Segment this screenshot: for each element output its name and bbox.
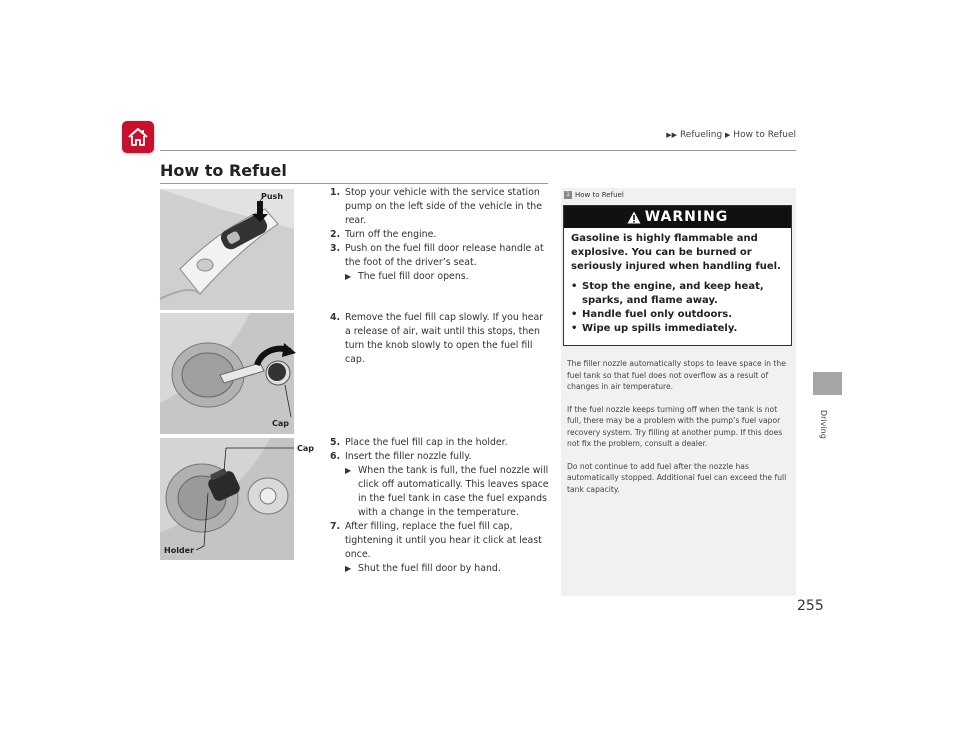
warning-list xyxy=(571,280,785,336)
cap-holder-illustration xyxy=(160,438,294,560)
steps-group-1 xyxy=(330,186,550,284)
page-title: How to Refuel xyxy=(160,161,287,180)
warning-header xyxy=(564,206,791,228)
warning-text: Gasoline is highly flammable and explosive. You can be burned or seriously injured when handling fuel. xyxy=(571,233,781,272)
label-holder: Holder xyxy=(164,546,195,555)
step-number: 5. xyxy=(330,437,341,448)
notes-body xyxy=(567,358,793,506)
substep-3 xyxy=(330,270,550,284)
step-text: Remove the fuel fill cap slowly. If you hear a release of air, wait until this stops, then turn the knob slowly to open the fuel fill cap. xyxy=(345,312,544,365)
breadcrumb-item-refueling[interactable]: Refueling xyxy=(679,130,723,140)
notes-paragraph: If the fuel nozzle keeps turning off when the tank is not full, there may be a problem with the pump’s fuel vapor recovery system. Try filling at another pump. If this does not fix the problem, consult a dealer. xyxy=(567,404,783,448)
step-4 xyxy=(330,311,550,367)
label-cap-2: Cap xyxy=(297,444,314,453)
double-arrow-icon: ▶▶ xyxy=(666,131,678,139)
step-number: 7. xyxy=(330,521,341,532)
remove-cap-illustration xyxy=(160,313,294,434)
section-tab-label: Driving xyxy=(819,410,828,439)
substep-text: The fuel fill door opens. xyxy=(358,271,469,282)
page-number: 255 xyxy=(797,598,824,614)
substep-7 xyxy=(330,562,550,576)
warning-body xyxy=(564,228,791,336)
figure-cap-holder xyxy=(160,438,314,560)
warning-bullet: • Stop the engine, and keep heat, sparks, and flame away. xyxy=(571,281,764,306)
step-number: 6. xyxy=(330,451,341,462)
breadcrumb-item-how-to-refuel[interactable]: How to Refuel xyxy=(733,130,796,140)
substep-text: Shut the fuel fill door by hand. xyxy=(358,563,501,574)
notes-paragraph: Do not continue to add fuel after the nozzle has automatically stopped. Additional fuel can exceed the full tank capacity. xyxy=(567,461,787,494)
breadcrumb xyxy=(500,130,796,140)
title-divider xyxy=(160,183,548,184)
release-handle-illustration xyxy=(160,189,294,310)
notes-panel xyxy=(561,188,796,596)
arrow-icon: ▶ xyxy=(345,466,352,475)
notes-heading-text: How to Refuel xyxy=(575,191,624,199)
notes-heading[interactable] xyxy=(564,191,624,199)
step-1 xyxy=(330,186,550,228)
step-text: Push on the fuel fill door release handle at the foot of the driver’s seat. xyxy=(345,243,544,268)
home-button[interactable] xyxy=(122,121,154,153)
substep-text: When the tank is full, the fuel nozzle will click off automatically. This leaves space in the fuel tank in case the fuel expands with a change in the temperature. xyxy=(358,465,549,518)
step-5 xyxy=(330,436,550,450)
arrow-icon: ▶ xyxy=(725,131,731,139)
arrow-icon: ▶ xyxy=(345,564,352,573)
step-number: 1. xyxy=(330,187,341,198)
substep-6 xyxy=(330,464,550,520)
figure-remove-cap xyxy=(160,313,294,434)
step-number: 2. xyxy=(330,229,341,240)
steps-group-2 xyxy=(330,311,550,367)
step-text: After filling, replace the fuel fill cap, tightening it until you hear it click at least once. xyxy=(345,521,542,560)
step-number: 3. xyxy=(330,243,341,254)
warning-title: WARNING xyxy=(644,209,729,225)
reference-marker-icon: 1 xyxy=(564,191,572,199)
step-number: 4. xyxy=(330,312,341,323)
step-2 xyxy=(330,228,550,242)
step-text: Place the fuel fill cap in the holder. xyxy=(345,437,508,448)
steps-group-3 xyxy=(330,436,550,576)
step-7 xyxy=(330,520,550,562)
warning-bullet: • Wipe up spills immediately. xyxy=(571,323,738,334)
warning-box xyxy=(563,205,792,346)
header-divider xyxy=(160,150,796,151)
notes-paragraph: The filler nozzle automatically stops to leave space in the fuel tank so that fuel does not overflow as a result of changes in air temperature. xyxy=(567,359,786,391)
step-6 xyxy=(330,450,550,464)
step-text: Stop your vehicle with the service station pump on the left side of the vehicle in the rear. xyxy=(345,187,542,226)
warning-bullet: • Handle fuel only outdoors. xyxy=(571,309,733,320)
step-3 xyxy=(330,242,550,270)
step-text: Insert the filler nozzle fully. xyxy=(345,451,472,462)
label-cap: Cap xyxy=(272,419,289,428)
arrow-icon: ▶ xyxy=(345,272,352,281)
figure-release-handle xyxy=(160,189,294,310)
step-text: Turn off the engine. xyxy=(345,229,437,240)
warning-triangle-icon xyxy=(627,211,641,224)
section-tab-marker[interactable] xyxy=(813,372,842,395)
house-icon xyxy=(127,127,149,147)
label-push: Push xyxy=(261,192,284,201)
